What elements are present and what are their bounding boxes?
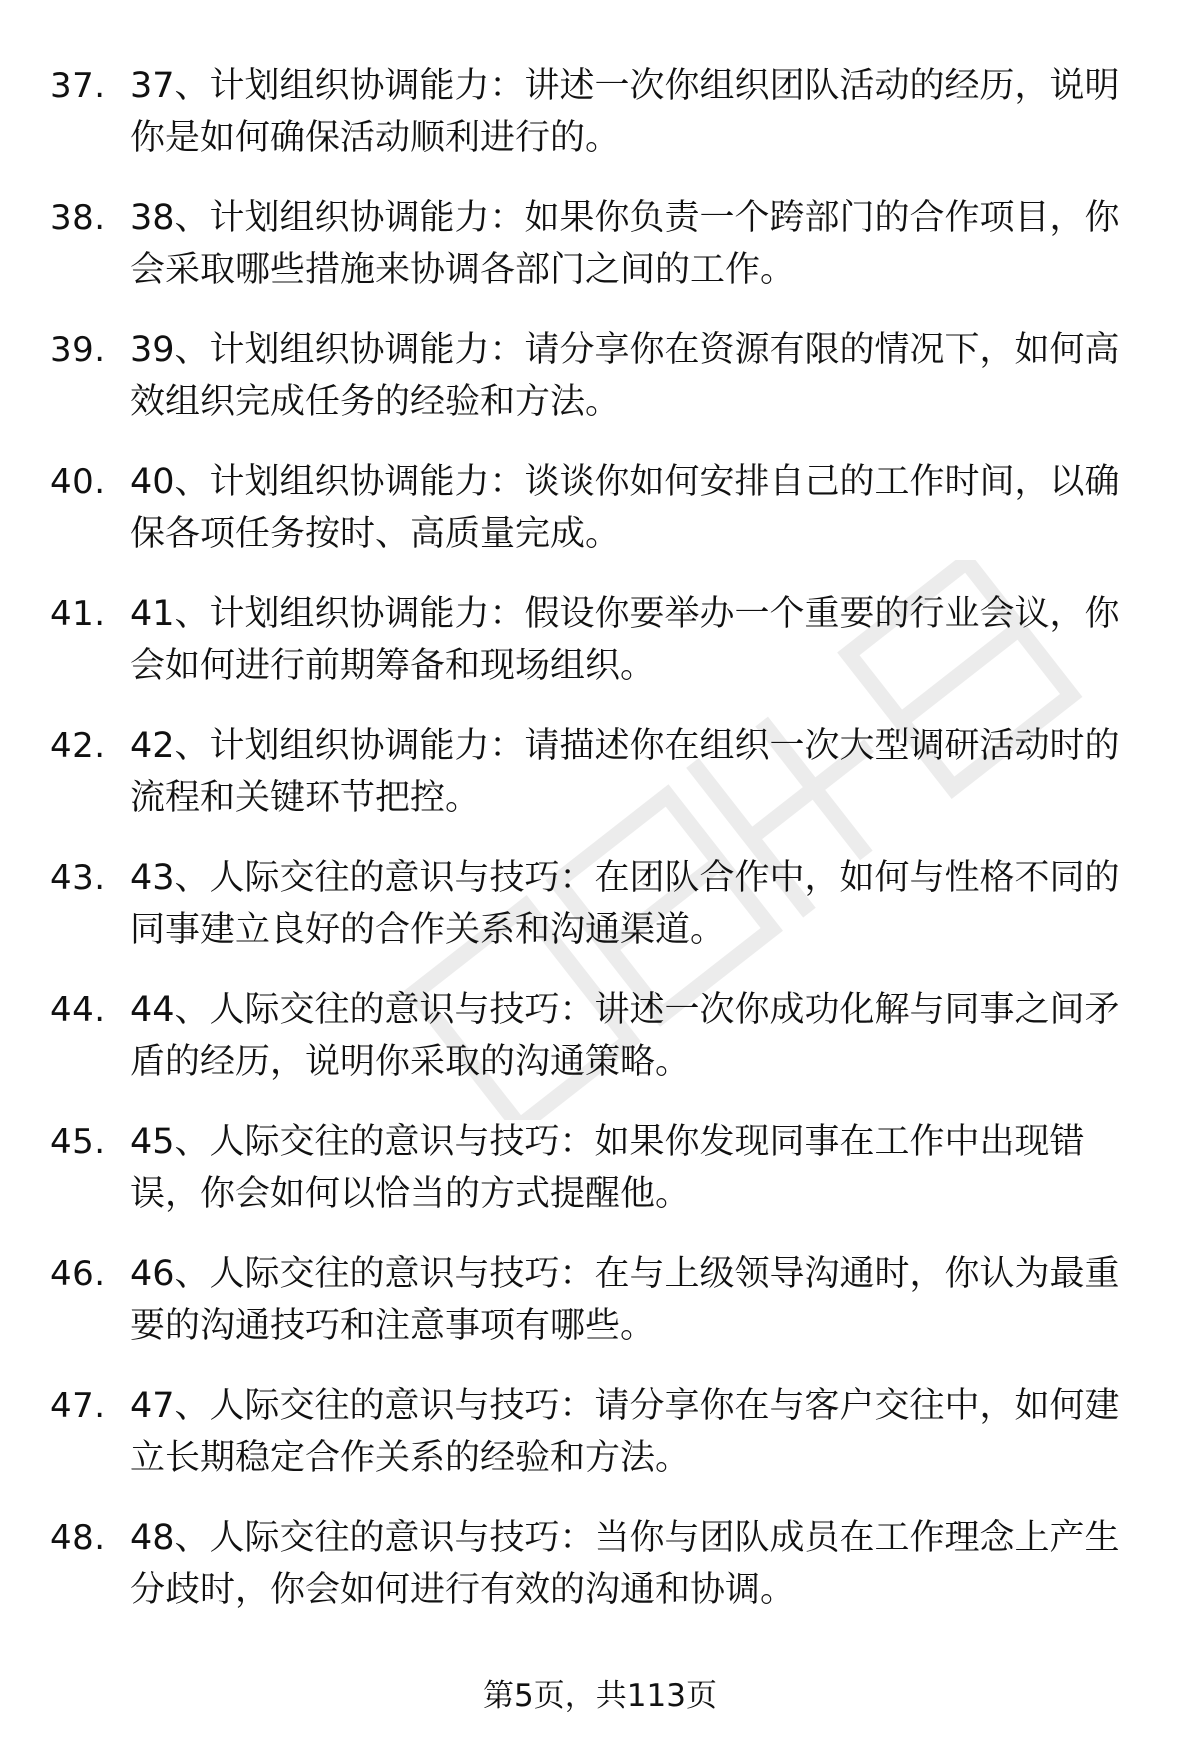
question-number: 39. [50, 330, 106, 370]
list-item [0, 984, 1200, 1116]
question-number: 43. [50, 858, 106, 898]
question-number: 46. [50, 1254, 106, 1294]
list-item [0, 60, 1200, 192]
question-number: 40. [50, 462, 106, 502]
list-item [0, 588, 1200, 720]
question-text: 38、计划组织协调能力：如果你负责一个跨部门的合作项目，你会采取哪些措施来协调各部门之间的工作。 [130, 198, 1120, 290]
list-item [0, 324, 1200, 456]
question-number: 44. [50, 990, 106, 1030]
question-text: 42、计划组织协调能力：请描述你在组织一次大型调研活动时的流程和关键环节把控。 [130, 726, 1120, 818]
question-number: 42. [50, 726, 106, 766]
question-number: 48. [50, 1518, 106, 1558]
question-text: 37、计划组织协调能力：讲述一次你组织团队活动的经历，说明你是如何确保活动顺利进行的。 [130, 66, 1120, 158]
question-number: 45. [50, 1122, 106, 1162]
question-text: 44、人际交往的意识与技巧：讲述一次你成功化解与同事之间矛盾的经历，说明你采取的沟通策略。 [130, 990, 1120, 1082]
question-number: 47. [50, 1386, 106, 1426]
list-item [0, 720, 1200, 852]
list-item [0, 456, 1200, 588]
question-list [0, 60, 1200, 1644]
question-number: 38. [50, 198, 106, 238]
question-text: 40、计划组织协调能力：谈谈你如何安排自己的工作时间，以确保各项任务按时、高质量完成。 [130, 462, 1120, 554]
question-text: 41、计划组织协调能力：假设你要举办一个重要的行业会议，你会如何进行前期筹备和现场组织。 [130, 594, 1120, 686]
list-item [0, 852, 1200, 984]
list-item [0, 192, 1200, 324]
question-text: 45、人际交往的意识与技巧：如果你发现同事在工作中出现错误，你会如何以恰当的方式提醒他。 [130, 1122, 1085, 1214]
question-number: 37. [50, 66, 106, 106]
question-number: 41. [50, 594, 106, 634]
list-item [0, 1512, 1200, 1644]
list-item [0, 1116, 1200, 1248]
question-text: 46、人际交往的意识与技巧：在与上级领导沟通时，你认为最重要的沟通技巧和注意事项有哪些。 [130, 1254, 1120, 1346]
page-number-footer: 第5页，共113页 [483, 1678, 717, 1714]
question-text: 48、人际交往的意识与技巧：当你与团队成员在工作理念上产生分歧时，你会如何进行有效的沟通和协调。 [130, 1518, 1120, 1610]
question-text: 47、人际交往的意识与技巧：请分享你在与客户交往中，如何建立长期稳定合作关系的经验和方法。 [130, 1386, 1120, 1478]
question-text: 39、计划组织协调能力：请分享你在资源有限的情况下，如何高效组织完成任务的经验和方法。 [130, 330, 1120, 422]
list-item [0, 1380, 1200, 1512]
list-item [0, 1248, 1200, 1380]
question-text: 43、人际交往的意识与技巧：在团队合作中，如何与性格不同的同事建立良好的合作关系和沟通渠道。 [130, 858, 1120, 950]
